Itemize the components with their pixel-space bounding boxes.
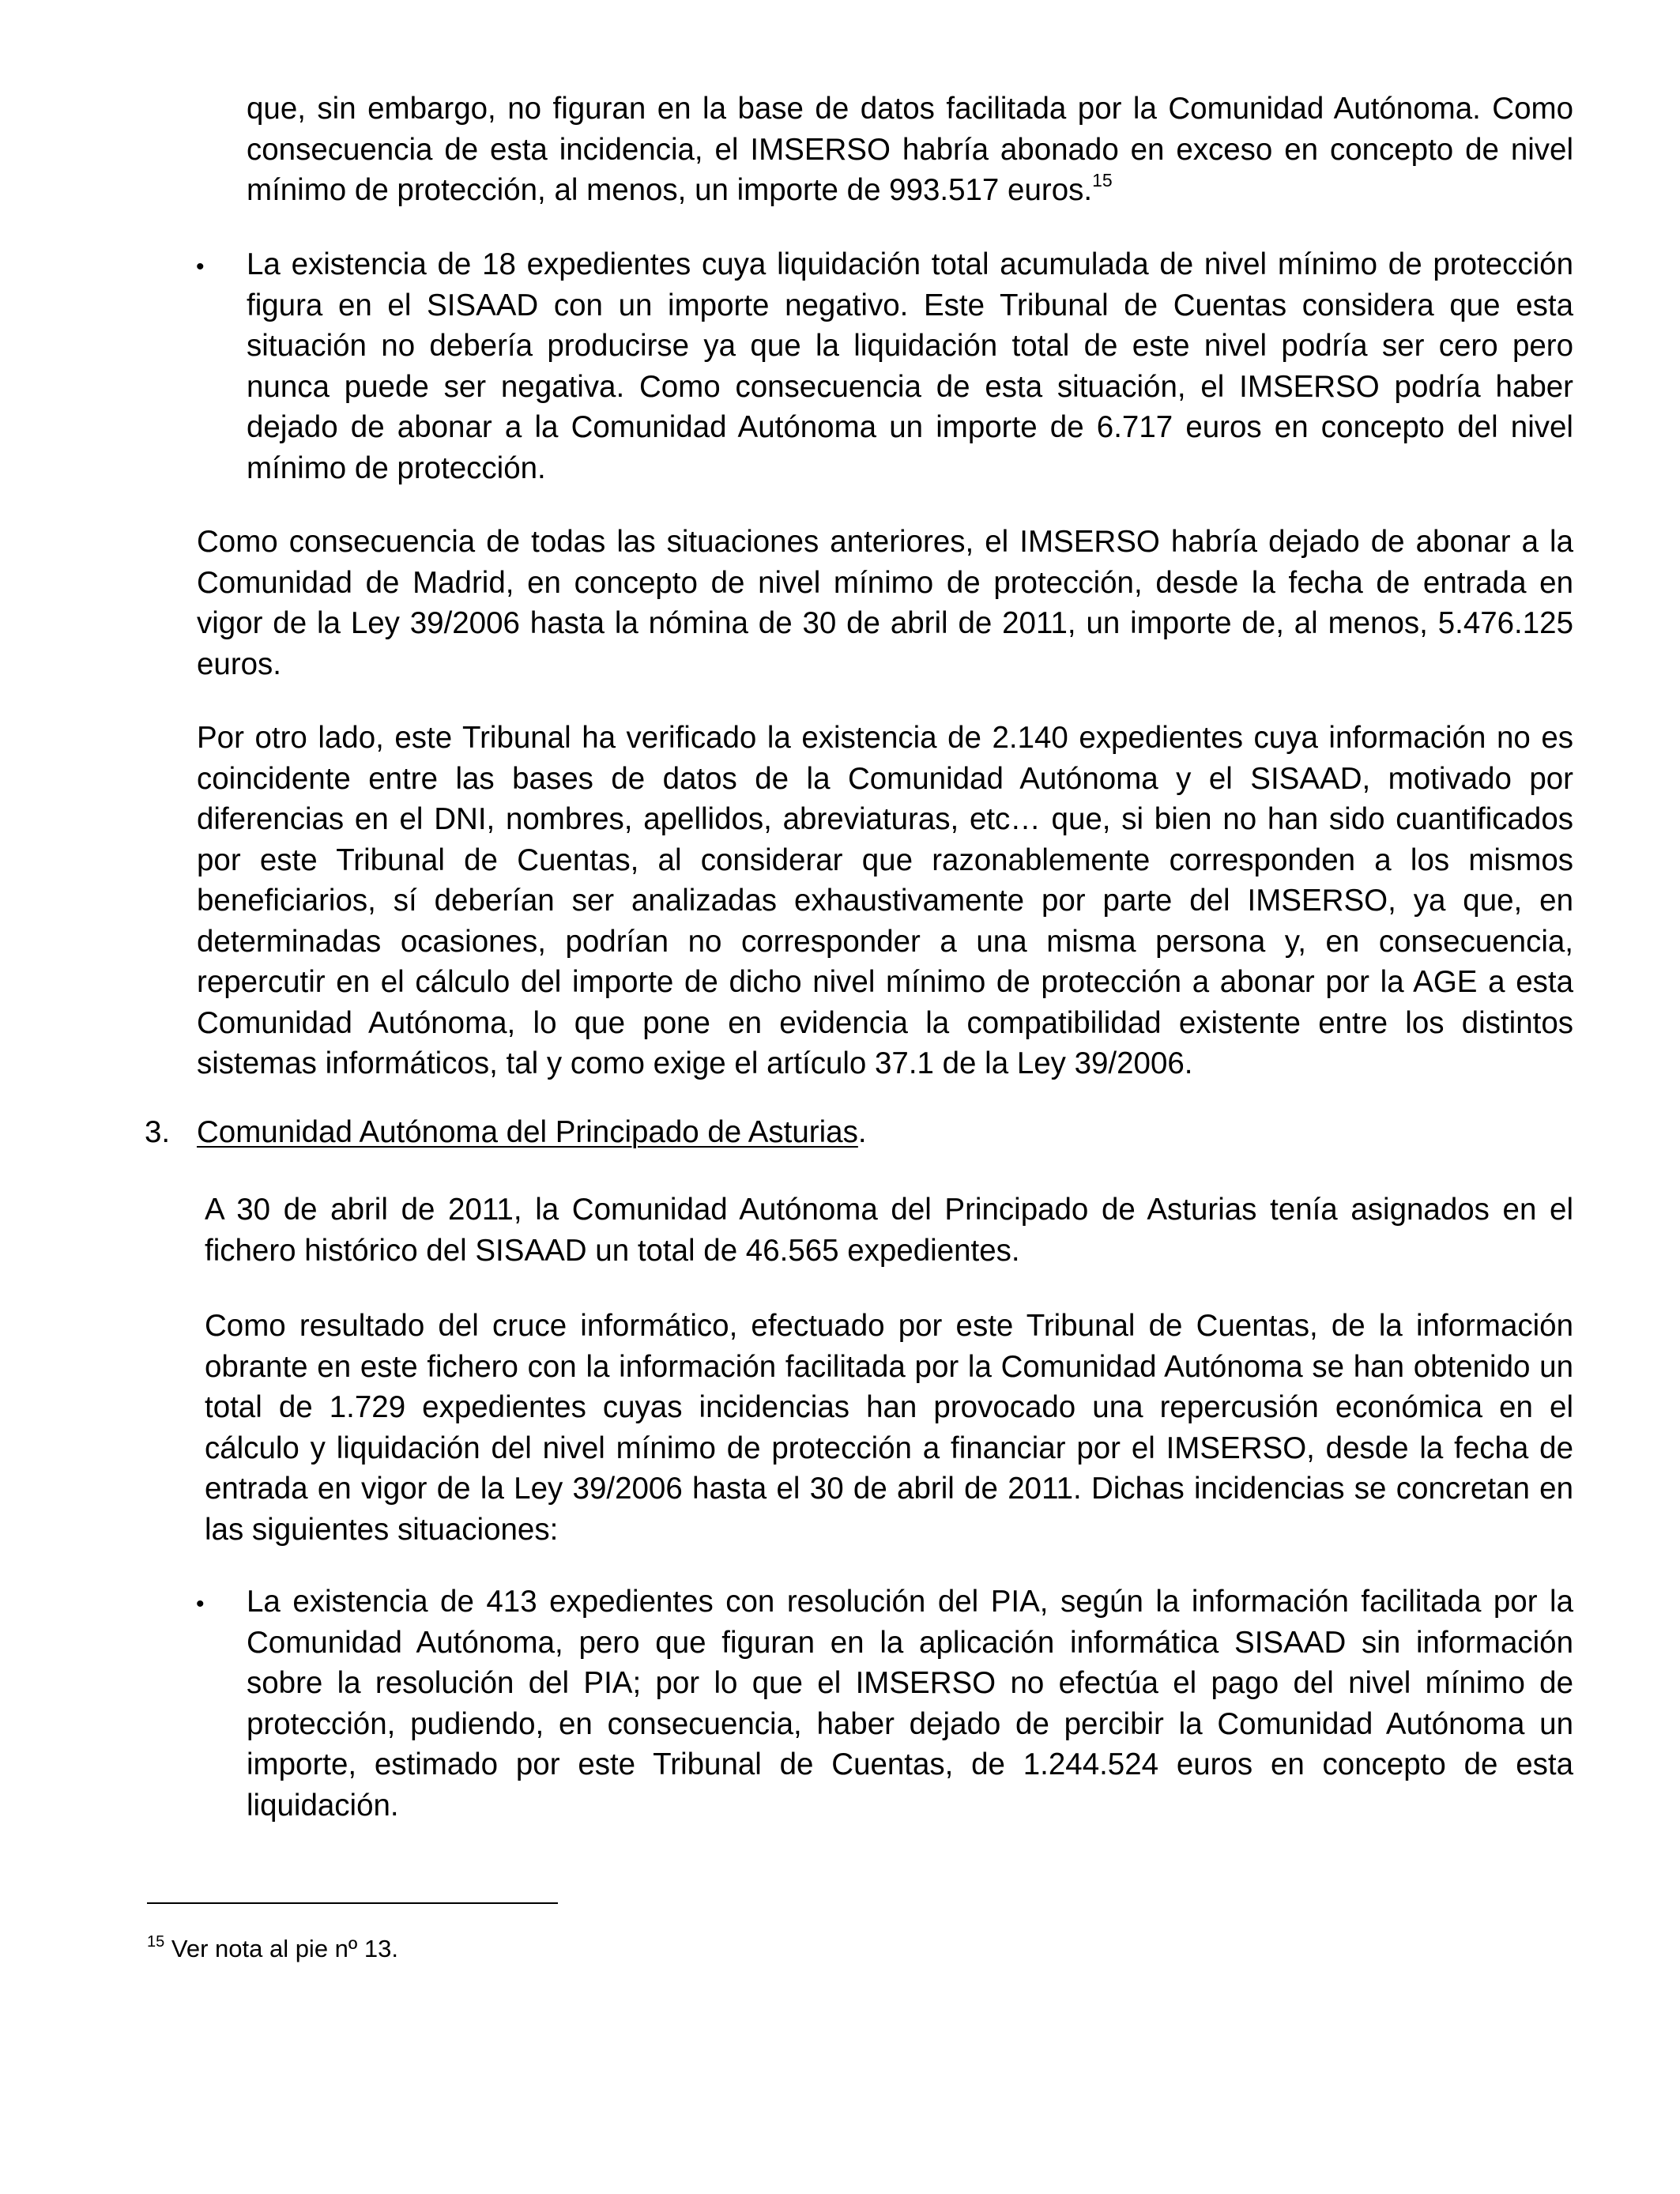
bullet-marker: • <box>196 1591 205 1617</box>
section-title-period: . <box>857 1115 867 1149</box>
footnote-reference: 15 <box>1092 170 1113 190</box>
section-number: 3. <box>145 1115 171 1149</box>
paragraph-cross-check: Como resultado del cruce informático, efectuado por este Tribunal de Cuentas, de la información obrante en este fichero con la información facilitada por la Comunidad Autónoma se han obtenido un total de 1.729 expedientes cuyas incidencias han provocado una repercusión económica en el cálculo y liquidación del nivel mínimo de protección a financiar por el IMSERSO, desde la fecha de entrada en vigor de la Ley 39/2006 hasta el 30 de abril de 2011. Dichas incidencias se concretan en las siguientes situaciones: <box>205 1309 1573 1547</box>
section-title: Comunidad Autónoma del Principado de Asturias <box>197 1115 858 1149</box>
bullet-item-pia-resolution: La existencia de 413 expedientes con resolución del PIA, según la información facilitada por la Comunidad Autónoma, pero que figuran en la aplicación informática SISAAD sin información sobre la resolución del PIA; por lo que el IMSERSO no efectúa el pago del nivel mínimo de protección, pudiendo, en consecuencia, haber dejado de percibir la Comunidad Autónoma un importe, estimado por este Tribunal de Cuentas, de 1.244.524 euros en concepto de esta liquidación. <box>247 1585 1573 1823</box>
paragraph-continuation <box>247 89 1573 211</box>
bullet-marker: • <box>196 254 205 280</box>
paragraph-madrid-total: Como consecuencia de todas las situaciones anteriores, el IMSERSO habría dejado de abonar a la Comunidad de Madrid, en concepto de nivel mínimo de protección, desde la fecha de entrada en vigor de la Ley 39/2006 hasta la nómina de 30 de abril de 2011, un importe de, al menos, 5.476.125 euros. <box>197 525 1573 681</box>
paragraph-asturias-total: A 30 de abril de 2011, la Comunidad Autónoma del Principado de Asturias tenía asignados en el fichero histórico del SISAAD un total de 46.565 expedientes. <box>205 1193 1573 1268</box>
footnote <box>147 1933 398 1965</box>
section-heading <box>197 1112 867 1153</box>
footnote-separator <box>147 1902 558 1904</box>
paragraph-data-mismatch: Por otro lado, este Tribunal ha verificado la existencia de 2.140 expedientes cuya información no es coincidente entre las bases de datos de la Comunidad Autónoma y el SISAAD, motivado por diferencias en el DNI, nombres, apellidos, abreviaturas, etc… que, si bien no han sido cuantificados por este Tribunal de Cuentas, al considerar que razonablemente corresponden a los mismos beneficiarios, sí deberían ser analizadas exhaustivamente por parte del IMSERSO, ya que, en determinadas ocasiones, podrían no corresponder a una misma persona y, en consecuencia, repercutir en el cálculo del importe de dicho nivel mínimo de protección a abonar por la AGE a esta Comunidad Autónoma, lo que pone en evidencia la compatibilidad existente entre los distintos sistemas informáticos, tal y como exige el artículo 37.1 de la Ley 39/2006. <box>197 721 1573 1080</box>
bullet-item-negative-amount: La existencia de 18 expedientes cuya liquidación total acumulada de nivel mínimo de protección figura en el SISAAD con un importe negativo. Este Tribunal de Cuentas considera que esta situación no debería producirse ya que la liquidación total de este nivel podría ser cero pero nunca puede ser negativa. Como consecuencia de esta situación, el IMSERSO podría haber dejado de abonar a la Comunidad Autónoma un importe de 6.717 euros en concepto del nivel mínimo de protección. <box>247 247 1573 485</box>
paragraph-text: que, sin embargo, no figuran en la base de datos facilitada por la Comunidad Autónoma. Como consecuencia de esta incidencia, el IMSERSO habría abonado en exceso en concepto de nivel mínimo de protección, al menos, un importe de 993.517 euros. <box>247 92 1573 207</box>
footnote-text: Ver nota al pie nº 13. <box>164 1935 398 1962</box>
footnote-number: 15 <box>147 1933 165 1951</box>
